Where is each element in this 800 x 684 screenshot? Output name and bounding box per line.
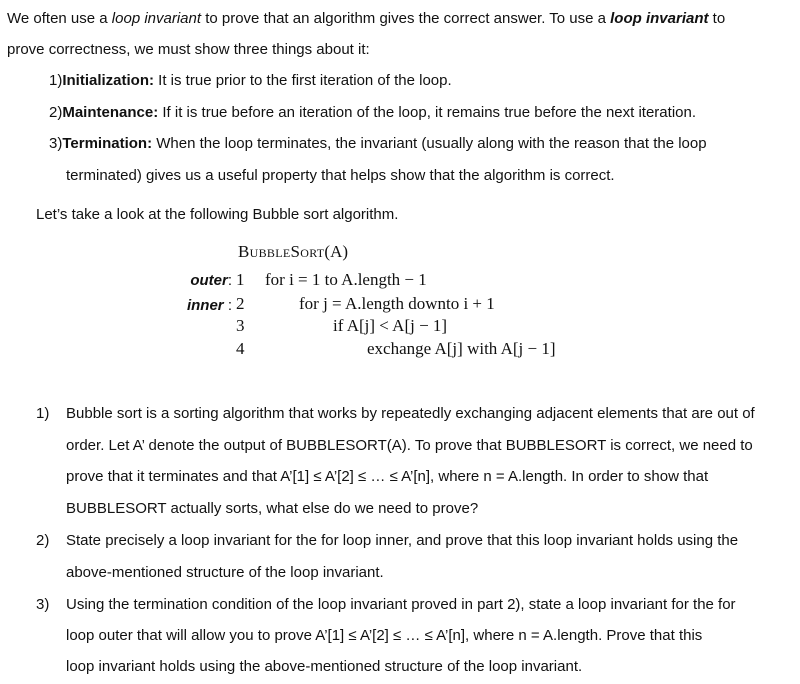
property-termination: 3)Termination: When the loop terminates, the invariant (usually along with the reason that the loop	[49, 135, 707, 152]
code-line-3: if A[j] < A[j − 1]	[333, 316, 448, 335]
intro-text: to prove that an algorithm gives the correct answer. To use a	[201, 10, 611, 27]
property-initialization: 1)Initialization: It is true prior to the first iteration of the loop.	[49, 72, 452, 89]
question-3-line-2: loop outer that will allow you to prove A’[1] ≤ A’[2] ≤ … ≤ A’[n], where n = A.length. Prove that this	[66, 627, 703, 644]
code-line-2: for j = A.length downto i + 1	[299, 294, 495, 313]
question-1-line-2: order. Let A’ denote the output of BUBBLESORT(A). To prove that BUBBLESORT is correct, we need to	[66, 437, 753, 454]
loop-invariant-term-bold: loop invariant	[610, 10, 709, 27]
line-number-4: 4	[236, 339, 245, 358]
loop-invariant-term: loop invariant	[111, 10, 202, 27]
question-2-line-1: State precisely a loop invariant for the for loop inner, and prove that this loop invariant holds using the	[66, 532, 739, 549]
line-number-1: 1	[236, 270, 245, 289]
question-1-line-4: BUBBLESORT actually sorts, what else do we need to prove?	[66, 500, 479, 517]
bubble-intro: Let’s take a look at the following Bubble sort algorithm.	[36, 206, 399, 223]
intro-line-1	[7, 9, 725, 29]
intro-text: to	[708, 10, 726, 27]
code-line-4: exchange A[j] with A[j − 1]	[367, 339, 556, 358]
question-1-line-3: prove that it terminates and that A’[1] ≤ A’[2] ≤ … ≤ A’[n], where n = A.length. In order to show that	[66, 468, 709, 485]
question-2-line-2: above-mentioned structure of the loop invariant.	[66, 564, 384, 581]
algorithm-title: BubbleSort(A)	[238, 242, 349, 261]
property-termination-cont: terminated) gives us a useful property that helps show that the algorithm is correct.	[66, 167, 615, 184]
question-2-number: 2)	[36, 532, 50, 549]
question-3-line-3: loop invariant holds using the above-mentioned structure of the loop invariant.	[66, 658, 583, 675]
question-1-line-1: Bubble sort is a sorting algorithm that works by repeatedly exchanging adjacent elements that are out of	[66, 405, 755, 422]
code-line-1: for i = 1 to A.length − 1	[265, 270, 427, 289]
question-3-number: 3)	[36, 596, 50, 613]
intro-text: We often use a	[7, 10, 112, 27]
line-number-2: 2	[236, 294, 245, 313]
intro-line-2: prove correctness, we must show three things about it:	[7, 41, 370, 58]
question-3-line-1: Using the termination condition of the loop invariant proved in part 2), state a loop invariant for the for	[66, 596, 736, 613]
property-maintenance: 2)Maintenance: If it is true before an iteration of the loop, it remains true before the next iteration.	[49, 104, 696, 121]
document: We often use a loop invariant to prove that an algorithm gives the correct answer. To use a loop invariant to prove correctness, we must show three things about it: 1)Initialization: It is true prior to the first iteration of the loop. 2)Maintenance: If it is true before an iteration of the loop, it remains true before the next iteration. 3)Termination: When the loop terminates, the invariant (usually along with the reason that the loop terminated) gives us a useful property that helps show that the algorithm is correct. Let’s take a look at the following Bubble sort algorithm. BubbleSort(A) outer: inner : 1 2 3 4 for i = 1 to A.length − 1 for j = A.length downto i + 1 if A[j] < A[j − 1] exchange A[j] with A[j − 1] 1) Bubble sort is a sorting algorithm that works by repeatedly exchanging adjacent elements that are out of order. Let A’ denote the output of BUBBLESORT(A). To prove that BUBBLESORT is correct, we need to prove that it terminates and that A’[1] ≤ A’[2] ≤ … ≤ A’[n], where n = A.length. In order to show that BUBBLESORT actually sorts, what else do we need to prove? 2) State precisely a loop invariant for the for loop inner, and prove that this loop invariant holds using the above-mentioned structure of the loop invariant. 3) Using the termination condition of the loop invariant proved in part 2), state a loop invariant for the for loop outer that will allow you to prove A’[1] ≤ A’[2] ≤ … ≤ A’[n], where n = A.length. Prove that this loop invariant holds using the above-mentioned structure of the loop invariant.	[7, 10, 755, 675]
line-number-3: 3	[236, 316, 245, 335]
question-1-number: 1)	[36, 405, 50, 422]
